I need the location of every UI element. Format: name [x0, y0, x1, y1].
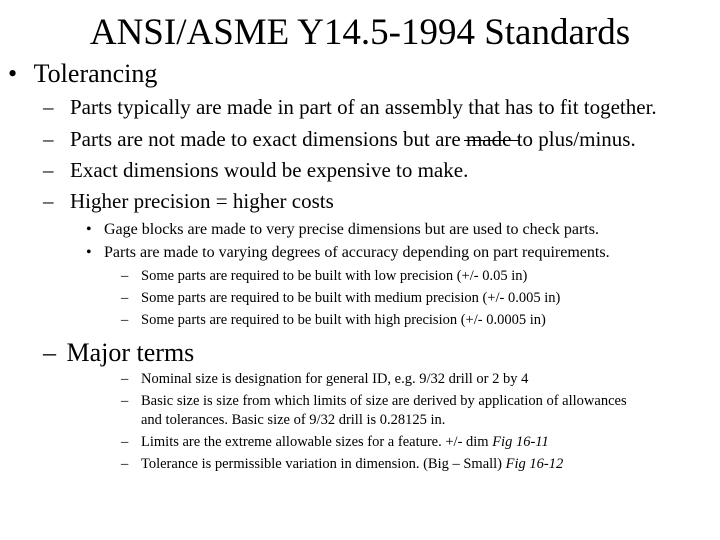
list-item: Some parts are required to be built with medium precision (+/- 0.005 in) [141, 290, 561, 306]
list-item: Parts are made to varying degrees of accuracy depending on part requirements. [104, 244, 610, 261]
bullet-marker: • [86, 244, 92, 261]
slide-title: ANSI/ASME Y14.5-1994 Standards [89, 12, 631, 53]
dash-marker: – [43, 189, 54, 213]
list-item [141, 432, 549, 452]
list-item: Parts typically are made in part of an assembly that has to fit together. [70, 95, 657, 119]
dash-marker: – [43, 158, 54, 182]
dash-marker: – [43, 338, 56, 367]
list-item: Gage blocks are made to very precise dimensions but are used to check parts. [104, 221, 599, 238]
dash-marker: – [121, 268, 129, 284]
figure-reference: Fig 16-11 [492, 434, 549, 450]
major-terms-heading [43, 337, 194, 369]
list-item: Some parts are required to be built with low precision (+/- 0.05 in) [141, 268, 528, 284]
dash-marker: – [121, 290, 129, 306]
dash-marker: – [121, 312, 129, 328]
list-item: Exact dimensions would be expensive to make. [70, 158, 469, 182]
dash-marker: – [121, 456, 129, 472]
bullet-tolerancing [8, 58, 157, 90]
struck-text: made [465, 127, 517, 151]
list-item-continuation: and tolerances. Basic size of 9/32 drill is 0.28125 in. [141, 412, 446, 428]
list-item: Some parts are required to be built with high precision (+/- 0.0005 in) [141, 312, 546, 328]
list-item [141, 454, 563, 474]
dash-marker: – [43, 95, 54, 119]
dash-marker: – [121, 393, 129, 409]
list-item: Nominal size is designation for general ID, e.g. 9/32 drill or 2 by 4 [141, 371, 529, 387]
list-item: Higher precision = higher costs [70, 189, 334, 213]
dash-marker: – [43, 127, 54, 151]
list-item-text: Limits are the extreme allowable sizes for a feature. +/- dim [141, 434, 493, 450]
bullet-tolerancing-label: Tolerancing [33, 59, 158, 88]
dash-marker: – [121, 371, 129, 387]
list-item-text: Tolerance is permissible variation in dimension. (Big – Small) [141, 456, 506, 472]
list-item [70, 126, 636, 152]
list-item-text: Parts are not made to exact dimensions but are [70, 127, 466, 151]
bullet-marker: • [8, 59, 18, 88]
bullet-marker: • [86, 221, 92, 238]
dash-marker: – [121, 434, 129, 450]
list-item: Basic size is size from which limits of size are derived by application of allowances [141, 393, 627, 409]
figure-reference: Fig 16-12 [505, 456, 564, 472]
major-terms-label: Major terms [66, 338, 195, 367]
list-item-text: to plus/minus. [516, 127, 636, 151]
